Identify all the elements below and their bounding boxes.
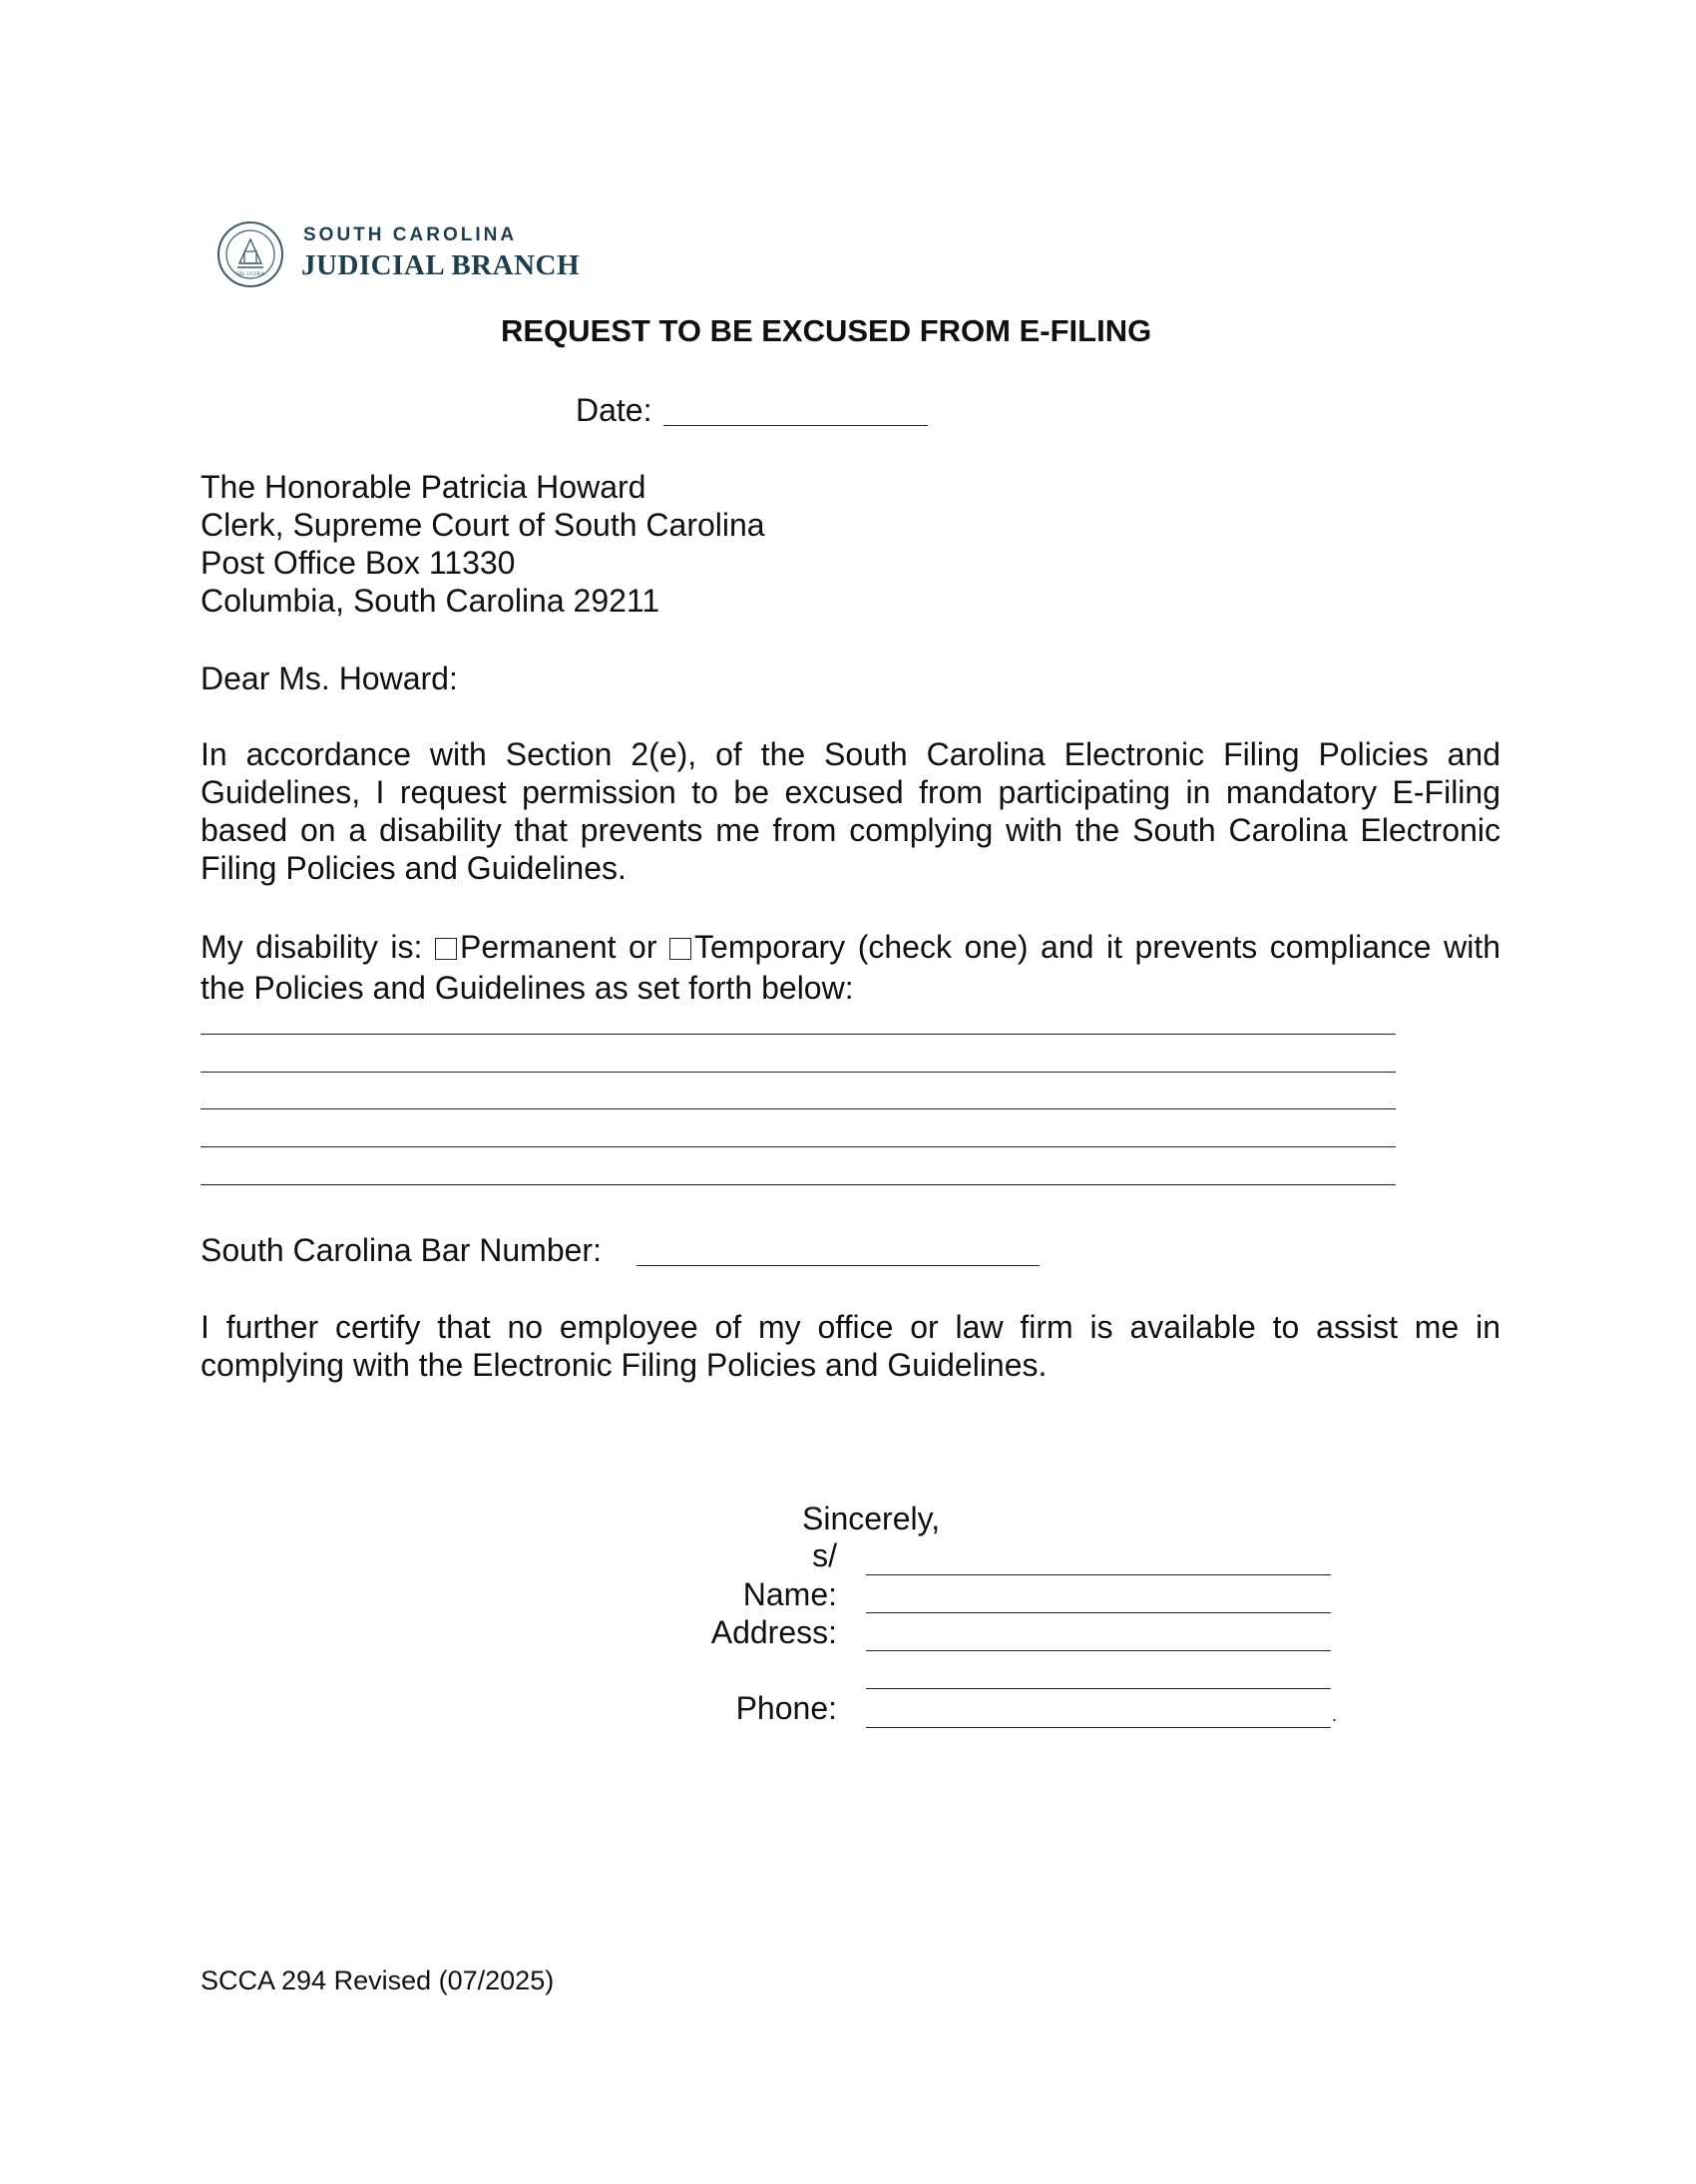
temporary-label: Temporary (check one) and it prevents compliance with the Policies and Guidelines as set forth below:	[201, 929, 1501, 1006]
signature-label: s/	[812, 1537, 837, 1573]
address-line-1: The Honorable Patricia Howard	[201, 469, 646, 505]
phone-label: Phone:	[735, 1690, 837, 1726]
bar-number-label: South Carolina Bar Number:	[201, 1232, 602, 1268]
temporary-checkbox[interactable]	[669, 938, 691, 960]
explanation-line[interactable]	[201, 1184, 1396, 1185]
date-label: Date:	[576, 392, 652, 428]
permanent-checkbox[interactable]	[435, 938, 457, 960]
signature-field[interactable]	[866, 1574, 1331, 1575]
permanent-label: Permanent or	[459, 929, 657, 965]
certification-paragraph: I further certify that no employee of my office or law firm is available to assist me in complying with the Electronic Filing Policies and Guidelines.	[201, 1309, 1500, 1383]
logo-line-1: SOUTH CAROLINA	[303, 224, 518, 245]
address-line-2: Clerk, Supreme Court of South Carolina	[201, 507, 765, 543]
bar-number-field[interactable]	[636, 1265, 1040, 1266]
form-number-footer: SCCA 294 Revised (07/2025)	[201, 1966, 555, 1995]
date-field[interactable]	[663, 425, 928, 426]
address-field-2[interactable]	[866, 1688, 1331, 1689]
salutation: Dear Ms. Howard:	[201, 660, 458, 696]
request-paragraph: In accordance with Section 2(e), of the South Carolina Electronic Filing Policies and Guidelines, I request permission to be excused from participating in mandatory E-Filing based on a disability that prevents me from complying with the South Carolina Electronic Filing Policies and Guidelines.	[201, 736, 1500, 886]
explanation-line[interactable]	[201, 1108, 1396, 1109]
phone-period: .	[1332, 1705, 1338, 1725]
seal-text: NIL ULTRA	[235, 271, 265, 277]
logo	[215, 219, 595, 291]
address-line-4: Columbia, South Carolina 29211	[201, 583, 660, 619]
address-line-3: Post Office Box 11330	[201, 545, 516, 581]
logo-line-2: JUDICIAL BRANCH	[301, 249, 581, 281]
court-seal-icon	[215, 219, 285, 289]
explanation-line[interactable]	[201, 1072, 1396, 1073]
address-label: Address:	[710, 1614, 837, 1650]
closing: Sincerely,	[802, 1501, 941, 1536]
disability-prefix: My disability is:	[201, 929, 423, 965]
phone-field[interactable]	[866, 1727, 1331, 1728]
disability-paragraph	[201, 927, 1500, 1009]
address-field-1[interactable]	[866, 1650, 1331, 1651]
explanation-line[interactable]	[201, 1146, 1396, 1147]
name-label: Name:	[742, 1576, 837, 1612]
name-field[interactable]	[866, 1612, 1331, 1613]
page-title: REQUEST TO BE EXCUSED FROM E-FILING	[501, 313, 1152, 348]
explanation-line[interactable]	[201, 1034, 1396, 1035]
